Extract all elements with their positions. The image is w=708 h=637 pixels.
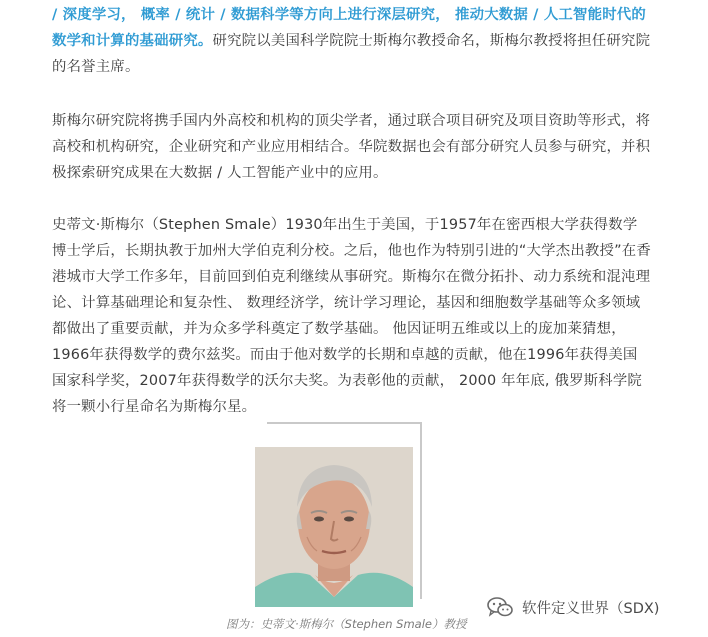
wechat-icon bbox=[486, 596, 514, 618]
wechat-watermark bbox=[486, 596, 659, 618]
intro-paragraph bbox=[52, 2, 652, 80]
figure-caption: 图为：史蒂文·斯梅尔（Stephen Smale）教授 bbox=[226, 617, 467, 631]
watermark-text: 软件定义世界（SDX) bbox=[522, 600, 660, 617]
article-body bbox=[52, 2, 652, 420]
portrait-illustration bbox=[255, 447, 413, 607]
institute-paragraph: 斯梅尔研究院将携手国内外高校和机构的顶尖学者，通过联合项目研究及项目资助等形式，将高校和机构研究，企业研究和产业应用相结合。华院数据也会有部分研究人员参与研究，并积极探索研究成果在大数据 / 人工智能产业中的应用。 bbox=[52, 113, 651, 181]
portrait-photo[interactable] bbox=[255, 447, 413, 607]
intro-highlight: / 深度学习， 概率 / 统计 / 数据科学等方向上进行深层研究， 推动大数据 / 人工智能时代的数学和计算的基础研究。 bbox=[52, 7, 646, 49]
intro-rest: 研究院以美国科学院院士斯梅尔教授命名，斯梅尔教授将担任研究院的名誉主席。 bbox=[52, 33, 651, 75]
biography-paragraph: 史蒂文·斯梅尔（Stephen Smale）1930年出生于美国，于1957年在密西根大学获得数学博士学后，长期执教于加州大学伯克利分校。之后，他也作为特别引进的“大学杰出教授”在香港城市大学工作多年，目前回到伯克利继续从事研究。斯梅尔在微分拓扑、动力系统和混沌理论、计算基础理论和复杂性、 数理经济学，统计学习理论，基因和细胞数学基础等众多领域都做出了重要贡献，并为众多学科奠定了数学基础。 他因证明五维或以上的庞加莱猜想，1966年获得数学的费尔兹奖。而由于他对数学的长期和卓越的贡献，他在1996年获得美国国家科学奖，2007年获得数学的沃尔夫奖。为表彰他的贡献， 2000 年年底, 俄罗斯科学院将一颗小行星命名为斯梅尔星。 bbox=[52, 217, 651, 415]
portrait-figure bbox=[255, 432, 420, 607]
